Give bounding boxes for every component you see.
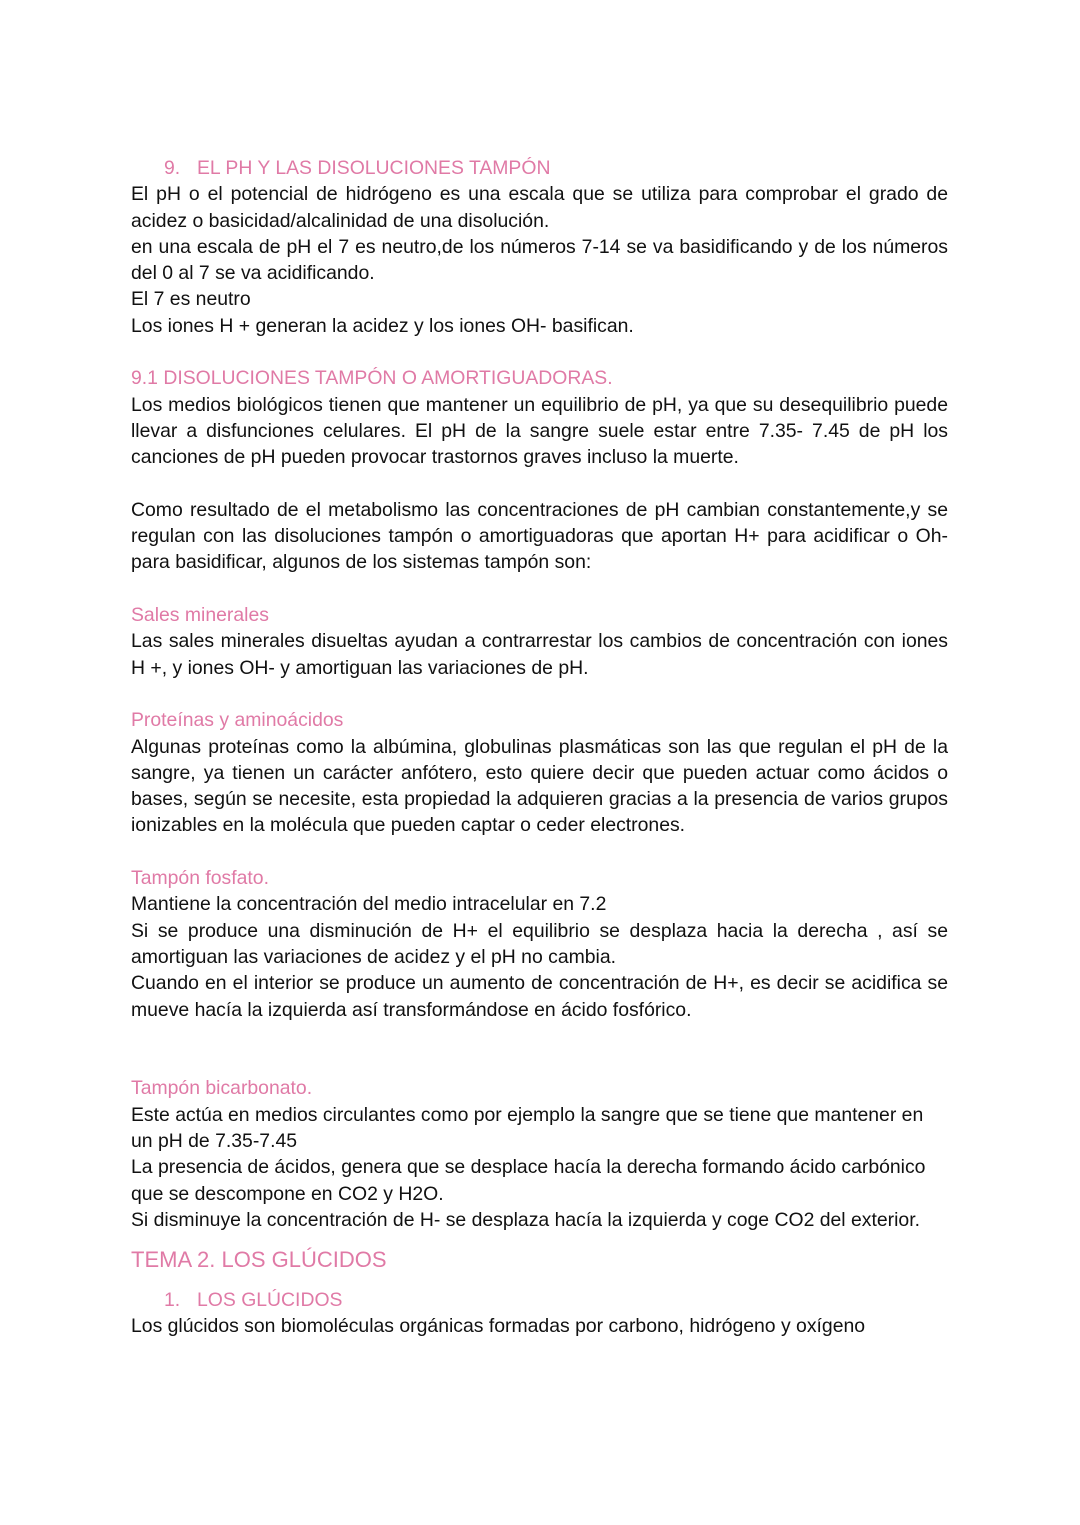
fosfato-paragraph-2: Si se produce una disminución de H+ el equilibrio se desplaza hacia la derecha , así se amortiguan las variaciones de acidez y el pH no cambia. <box>131 919 948 968</box>
sales-minerales-heading: Sales minerales <box>131 604 269 627</box>
bicarbonato-paragraph-2: La presencia de ácidos, genera que se desplace hacía la derecha formando ácido carbónico que se descompone en CO2 y H2O. <box>131 1156 926 1205</box>
proteinas-paragraph: Algunas proteínas como la albúmina, globulinas plasmáticas son las que regulan el pH de la sangre, ya tienen un carácter anfótero, esto quiere decir que pueden actuar como ácidos o bases, según se necesite, esta propiedad la adquieren gracias a la presencia de varios grupos ionizables en la molécula que pueden captar o ceder electrones. <box>131 735 948 837</box>
bicarbonato-paragraph-3: Si disminuye la concentración de H- se desplaza hacía la izquierda y coge CO2 del exterior. <box>131 1208 920 1231</box>
glucidos-heading <box>131 1287 948 1313</box>
spacer <box>131 471 948 497</box>
sales-minerales-paragraph: Las sales minerales disueltas ayudan a contrarrestar los cambios de concentración con iones H +, y iones OH- y amortiguan las variaciones de pH. <box>131 630 948 679</box>
glucidos-paragraph: Los glúcidos son biomoléculas orgánicas formadas por carbono, hidrógeno y oxígeno <box>131 1315 866 1338</box>
spacer <box>131 1023 948 1076</box>
document-content <box>131 155 948 1340</box>
spacer <box>131 339 948 365</box>
spacer <box>131 839 948 865</box>
tampon-bicarbonato-heading: Tampón bicarbonato. <box>131 1077 313 1100</box>
neutral-line: El 7 es neutro <box>131 288 251 311</box>
fosfato-line-1: Mantiene la concentración del medio intracelular en 7.2 <box>131 893 607 916</box>
section-9-heading <box>131 155 948 181</box>
section-9-title: EL PH Y LAS DISOLUCIONES TAMPÓN <box>197 157 551 179</box>
section-9-1-heading: 9.1 DISOLUCIONES TAMPÓN O AMORTIGUADORAS. <box>131 367 613 390</box>
bicarbonato-paragraph-1: Este actúa en medios circulantes como por ejemplo la sangre que se tiene que mantener en un pH de 7.35-7.45 <box>131 1103 924 1152</box>
tampon-fosfato-heading: Tampón fosfato. <box>131 867 269 890</box>
fosfato-paragraph-3: Cuando en el interior se produce un aumento de concentración de H+, es decir se acidifica se mueve hacía la izquierda así transformándose en ácido fosfórico. <box>131 972 948 1021</box>
ph-scale-paragraph: en una escala de pH el 7 es neutro,de los números 7-14 se va basidificando y de los números del 0 al 7 se va acidificando. <box>131 235 948 285</box>
biological-media-paragraph: Los medios biológicos tienen que mantener un equilibrio de pH, ya que su desequilibrio puede llevar a disfunciones celulares. El pH de la sangre suele estar entre 7.35- 7.45 de pH los canciones de pH pueden provocar trastornos graves incluso la muerte. <box>131 393 948 469</box>
spacer <box>131 576 948 602</box>
glucidos-title: LOS GLÚCIDOS <box>197 1289 343 1312</box>
proteinas-heading: Proteínas y aminoácidos <box>131 709 344 732</box>
spacer <box>131 681 948 707</box>
metabolism-paragraph: Como resultado de el metabolismo las concentraciones de pH cambian constantemente,y se regulan con las disoluciones tampón o amortiguadoras que aportan H+ para acidificar o Oh- para basidificar, algunos de los sistemas tampón son: <box>131 498 948 574</box>
glucidos-number: 1. <box>164 1289 181 1312</box>
ph-definition-paragraph: El pH o el potencial de hidrógeno es una escala que se utiliza para comprobar el grado de acidez o basicidad/alcalinidad de una disolución. <box>131 183 948 232</box>
tema-2-title: TEMA 2. LOS GLÚCIDOS <box>131 1247 387 1273</box>
section-9-number: 9. <box>164 157 181 179</box>
ions-line: Los iones H + generan la acidez y los iones OH- basifican. <box>131 314 634 337</box>
